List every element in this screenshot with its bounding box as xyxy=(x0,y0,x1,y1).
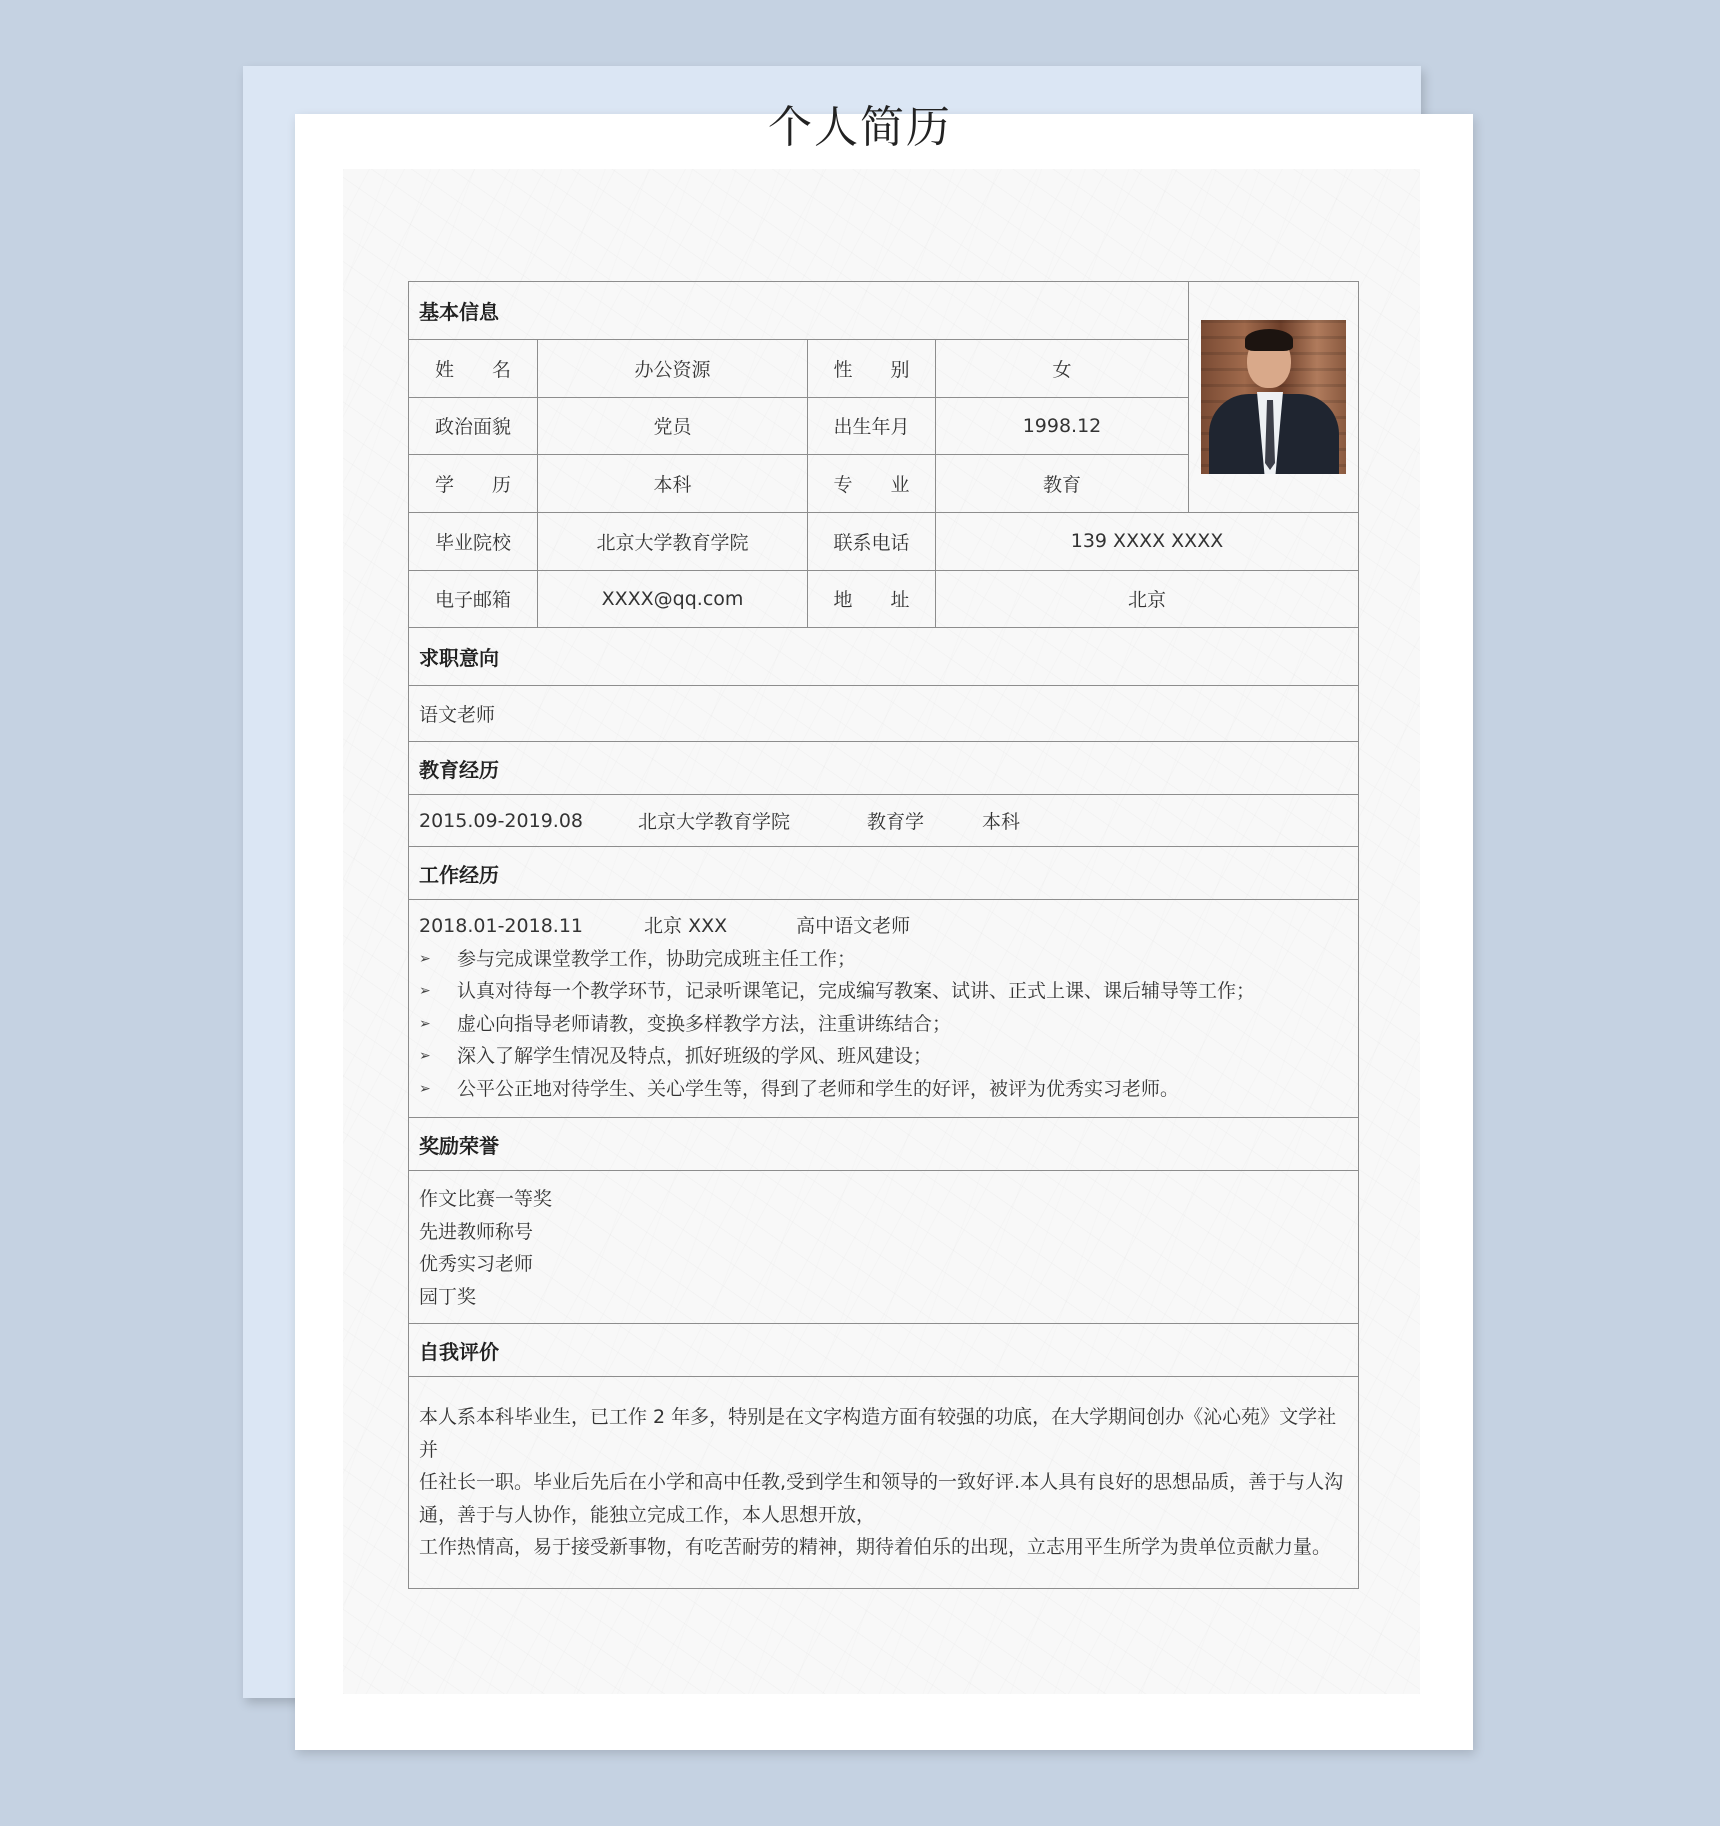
award-item: 先进教师称号 xyxy=(419,1220,534,1243)
gender-value: 女 xyxy=(935,340,1188,397)
basic-row-5 xyxy=(409,570,1358,628)
self-eval-line: 工作热情高，易于接受新事物，有吃苦耐劳的精神，期待着伯乐的出现，立志用平生所学为贵单位贡献力量。 xyxy=(419,1536,1332,1558)
education-header-row xyxy=(409,741,1358,794)
education-row xyxy=(409,794,1358,846)
basic-row-4 xyxy=(409,512,1358,570)
work-company: 北京 XXX xyxy=(644,915,728,937)
basic-info-block xyxy=(409,282,1358,512)
address-value: 北京 xyxy=(935,571,1358,628)
email-value: XXXX@qq.com xyxy=(537,571,807,628)
work-bullet: ➢ 虚心向指导老师请教，变换多样教学方法，注重讲练结合； xyxy=(419,1012,952,1035)
major-label: 专 业 xyxy=(807,455,935,512)
name-label: 姓 名 xyxy=(434,358,511,381)
birth-label: 出生年月 xyxy=(807,398,935,455)
intent-header-row xyxy=(409,627,1358,685)
political-value: 党员 xyxy=(537,398,807,455)
resume-table xyxy=(408,281,1359,1589)
education-school: 北京大学教育学院 xyxy=(638,811,791,833)
work-bullet: ➢ 深入了解学生情况及特点，抓好班级的学风、班风建设； xyxy=(419,1045,933,1067)
phone-label: 联系电话 xyxy=(807,513,935,570)
award-item: 作文比赛一等奖 xyxy=(419,1188,553,1210)
degree-value: 本科 xyxy=(537,455,807,512)
award-item: 园丁奖 xyxy=(419,1285,477,1308)
section-self-eval-title: 自我评价 xyxy=(419,1339,499,1364)
section-work-title: 工作经历 xyxy=(419,862,499,887)
school-label: 毕业院校 xyxy=(434,531,511,554)
photo-cell xyxy=(1188,282,1358,512)
school-value: 北京大学教育学院 xyxy=(537,513,807,570)
work-header-row xyxy=(409,846,1358,899)
work-row xyxy=(409,899,1358,1117)
work-bullet: ➢ 认真对待每一个教学环节，记录听课笔记，完成编写教案、试讲、正式上课、课后辅导等工作； xyxy=(419,980,1256,1002)
awards-row xyxy=(409,1170,1358,1323)
work-bullet: ➢ 公平公正地对待学生、关心学生等，得到了老师和学生的好评，被评为优秀实习老师。 xyxy=(419,1077,1180,1100)
name-value: 办公资源 xyxy=(537,340,807,397)
political-label: 政治面貌 xyxy=(434,416,511,439)
birth-value: 1998.12 xyxy=(935,398,1188,455)
basic-row-3 xyxy=(409,454,1188,512)
self-eval-row xyxy=(409,1376,1358,1588)
self-eval-line: 本人系本科毕业生，已工作 2 年多，特别是在文字构造方面有较强的功底，在大学期间创办《沁心苑》文学社并 xyxy=(419,1406,1337,1461)
major-value: 教育 xyxy=(935,455,1188,512)
work-bullet: ➢ 参与完成课堂教学工作，协助完成班主任工作； xyxy=(419,947,857,970)
gender-label: 性 别 xyxy=(807,340,935,397)
section-education-title: 教育经历 xyxy=(419,757,499,782)
award-item: 优秀实习老师 xyxy=(419,1253,534,1275)
profile-photo xyxy=(1201,320,1346,474)
section-intent-title: 求职意向 xyxy=(419,646,499,670)
education-period: 2015.09-2019.08 xyxy=(419,809,583,832)
resume-title: 个人简历 xyxy=(768,102,952,153)
self-eval-line: 通，善于与人协作，能独立完成工作，本人思想开放， xyxy=(419,1503,876,1526)
education-major: 教育学 xyxy=(867,811,925,833)
self-eval-text xyxy=(409,1377,1358,1588)
section-awards-title: 奖励荣誉 xyxy=(419,1133,499,1158)
work-position: 高中语文老师 xyxy=(796,915,911,937)
work-entry xyxy=(409,900,1265,1117)
basic-row-1 xyxy=(409,339,1188,397)
self-eval-header-row xyxy=(409,1323,1358,1376)
intent-value: 语文老师 xyxy=(419,704,496,726)
education-entry xyxy=(409,795,1020,846)
degree-label: 学 历 xyxy=(434,473,511,496)
awards-header-row xyxy=(409,1117,1358,1170)
awards-list xyxy=(409,1171,562,1323)
section-basic-title: 基本信息 xyxy=(419,300,499,324)
work-period: 2018.01-2018.11 xyxy=(419,915,583,937)
address-label: 地 址 xyxy=(807,571,935,628)
education-degree: 本科 xyxy=(982,811,1021,833)
self-eval-line: 任社长一职。毕业后先后在小学和高中任教,受到学生和领导的一致好评.本人具有良好的思想品质，善于与人沟 xyxy=(419,1471,1344,1493)
basic-row-2 xyxy=(409,397,1188,455)
email-label: 电子邮箱 xyxy=(434,589,511,612)
phone-value: 139 XXXX XXXX xyxy=(935,513,1358,570)
intent-row xyxy=(409,685,1358,741)
